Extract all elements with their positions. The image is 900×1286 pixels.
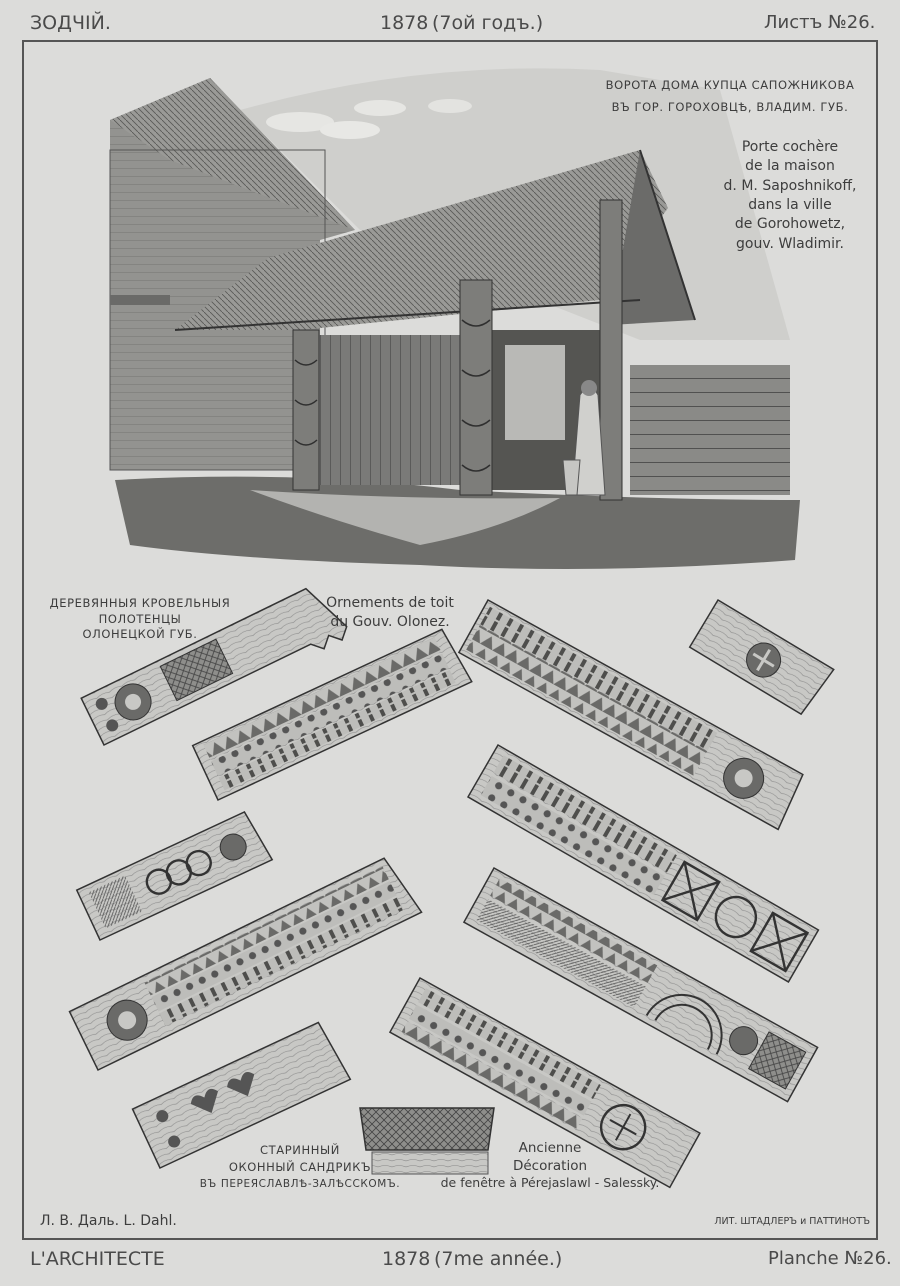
towels-title-ru-line: ОЛОНЕЦКОЙ ГУБ.: [82, 627, 198, 642]
gate-title-ru: [600, 78, 860, 115]
gate-title-fr-line: dans la ville: [748, 196, 832, 213]
gate-title-fr-line: gouv. Wladimir.: [736, 235, 844, 252]
printer-credit: ЛИТ. ШТАДЛЕРЪ и ПАТТИНОТЪ: [714, 1216, 870, 1227]
gate-title-fr: [700, 138, 880, 254]
header-year: 1878: [380, 12, 429, 34]
gate-scene: [110, 68, 800, 569]
gate-title-fr-line: d. M. Saposhnikoff,: [723, 177, 857, 194]
window-title-ru: [180, 1142, 420, 1192]
author-credit: Л. В. Даль. L. Dahl.: [40, 1213, 177, 1229]
towels-title-fr: [310, 594, 470, 632]
towels-title-ru-line: ДЕРЕВЯННЫЯ КРОВЕЛЬНЫЯ: [49, 596, 231, 610]
window-title-ru-line: ОКОННЫЙ САНДРИКЪ: [228, 1160, 372, 1175]
journal-title-fr: L'ARCHITECTE: [30, 1248, 165, 1270]
window-title-ru-line: СТАРИННЫЙ: [260, 1143, 340, 1157]
window-title-ru-line: ВЪ ПЕРЕЯСЛАВЛѢ-ЗАЛѢССКОМЪ.: [199, 1177, 401, 1190]
window-title-fr-line: de fenêtre à Pérejaslawl - Salessky.: [440, 1175, 660, 1191]
sheet-number-ru: Листъ №26.: [764, 12, 876, 33]
towels-title-ru-line: ПОЛОТЕНЦЫ: [98, 611, 182, 626]
roof-towel-board-7: [690, 600, 834, 717]
towels-title-fr-line: du Gouv. Olonez.: [330, 613, 450, 630]
gate-title-fr-line: Porte cochère: [741, 139, 839, 155]
gate-title-fr-line: de la maison: [745, 158, 835, 175]
footer-year-note: (7me année.): [434, 1248, 563, 1270]
roof-towel-board-3: [77, 810, 272, 940]
window-title-fr-line: Décoration: [512, 1157, 588, 1174]
towels-title-fr-line: Ornements de toit: [326, 595, 454, 611]
journal-title-ru: ЗОДЧIЙ.: [30, 12, 111, 34]
footer-year: 1878: [382, 1248, 431, 1270]
gate-title-ru-line2: ВЪ ГОР. ГОРОХОВЦѢ, ВЛАДИМ. ГУБ.: [611, 99, 849, 114]
page-footer: [0, 1240, 900, 1280]
window-title-fr-line: Ancienne: [518, 1140, 582, 1156]
gate-title-ru-line1: ВОРОТА ДОМА КУПЦА САПОЖНИКОВА: [605, 78, 855, 92]
gate-title-fr-line: de Gorohowetz,: [734, 216, 846, 233]
header-year-note: (7ой годъ.): [432, 12, 544, 34]
window-title-fr: [410, 1140, 690, 1191]
plate-number-fr: Planche №26.: [768, 1248, 892, 1269]
towels-title-ru: [30, 596, 250, 643]
